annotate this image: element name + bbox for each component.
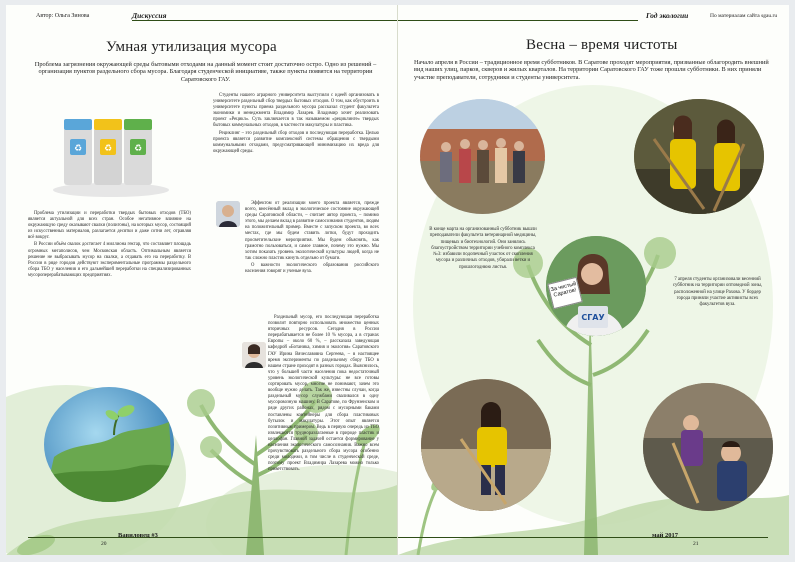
quote-block-2 [268,315,379,474]
caption-students: 7 апреля студенты организовали весенний субботник на территории оптоведной зоны, расположенной на улице Рахова. У бордер города приняли участие активисты всех факультетов вуза. [672,277,763,308]
svg-text:♻: ♻ [73,144,83,154]
paragraph: Рециклинг – это раздельный сбор отходов и последующая переработка. Целью проекта является развитие комплексной системы обращения с твердыми коммунальными отходами, предусматривающей минимизацию их вреда для окружающей среды. [213,130,379,154]
recycling-bins-image [46,105,176,200]
photo-raking-leaves [421,379,551,511]
photo-teachers-group [420,99,545,214]
article-lead: Начало апреля в России – традиционное время субботников. В Саратове проходят мероприятия, призванные облагородить внешний вид наших улиц, парков, скверов и жилых кварталов. На территории Саратовского ГАУ тоже прошли субботники. В них приняли участие преподаватели, сотрудники и студенты университета. [414,59,769,81]
author-photo-lazarev [216,201,240,227]
left-page [6,5,397,555]
right-page [398,5,789,555]
issue-date: май 2017 [652,532,679,539]
svg-text:♻: ♻ [133,144,143,154]
cleanup-sign: За чистый Саратов! [547,277,582,309]
svg-text:СГАУ: СГАУ [581,313,605,322]
source-line: По материалам сайта sgau.ru [710,13,778,19]
page-number: 21 [693,541,699,547]
magazine-spread [6,5,789,555]
article-title: Весна – время чистоты [526,37,678,53]
magazine-name: Вавиловец #3 [118,532,158,539]
article-title: Умная утилизация мусора [106,39,277,55]
header-rule [132,20,397,21]
photo-students-cleanup [634,99,764,214]
paragraph: О важности экологического образования российского населения говорят и ученые вуза. [245,262,379,275]
paragraph: Студенты нашего аграрного университета выступили с идеей организовать в университете раздельный сбор твердых бытовых отходов. О том, как обустроить в университете пункты приема раздельного мусора рассказал студент факультета экономики и менеджмента Владимир Лазарев. Владимир хочет реализовать проект «Рецикл». Суть заключается в так называемом «рециклинге» твердых бытовых коммунальных отходов, в частности макулатуры и пластика. [213,93,379,129]
article-column-1 [28,211,191,280]
page-number: 20 [101,541,107,547]
globe-art [44,387,174,502]
article-lead: Проблема загрязнения окружающей среды бытовыми отходами на данный момент стоит достаточно остро. Одно из решений – организация пунктов раздельного сбора мусора. Благодаря студенческой инициативе, также пункты появятся на территории Саратовского ГАУ. [34,61,377,83]
footer-rule [398,537,768,538]
article-column-2 [213,93,379,156]
quote-block-1 [245,201,379,276]
paragraph: Проблема утилизации и переработки твердых бытовых отходов (ТБО) является актуальной для всех стран. Особое негативное влияние на окружающую среду оказывают свалки (полигоны), на которых мусор, состоящий из искусственных материалов, разлагается десятки и даже сотни лет, отравляя всё вокруг. [28,211,191,241]
rubric-label: Год экологии [646,11,689,20]
svg-text:♻: ♻ [103,144,113,154]
paragraph: В России объём свалок достигает 4 миллиона гектар, что составляет площадь огромных мегаполисов, чем Московская область. Оптимальным является решение не выбрасывать мусор на свалки, а отдавать его на переработку. В России в ряде городов действуют экспериментальные программы раздельного сбора ТБО у населения и его дальнейшей переработки на специализированных мусороперерабатывающих предприятиях. [28,242,191,278]
rubric-label: Дискуссия [132,11,167,20]
author-line: Автор: Ольга Зинова [36,13,90,19]
footer-rule [28,537,397,538]
photo-girl-with-sign [546,236,646,336]
globe-image [44,387,174,502]
author-photo-sergeeva [242,342,266,368]
header-rule [398,20,638,21]
paragraph: Раздельный мусор, его последующая переработка позволит повторно использовать множество ценных вторичных ресурсов. Сегодня в России перерабатывается не более 10 % мусора, а в странах Европы – около 60 %, – рассказала заведующая кафедрой «Ботаника, химия и экология» Саратовского ГАУ Ирина Вячеславовна Сергеева, – в настоящее время эксперименты по раздельному сбору ТБО в нашем стране проходят в разных городах. Выяснилось, что у большей части населения пока недостаточный уровень экологической культуры: не все готовы сортировать мусор, многие не понимают, зачем это вообще нужно делать. Так же, известны случаи, когда раздельный мусор службами сваливался в одну мусоровозную машину. В Саратове, по Фрунзенском и ряде других районах, рядом с мусорными баками поставлены контейнеры для сбора пластиковых бутылок и макулатуры. Этот опыт является позитивным примером. Ведь в первую очередь из ТБО извлекаются трудноразлагаемые в природе пластик и целлофан. Главной задачей остается формирование у населения экологического самосознания. Важно всем прочувствовать раздельного сбора мусора особенно среди молодежи, в том числе в студенческой среде, поэтому проект Владимира Лазарева можно только приветствовать. [268,315,379,473]
caption-faculty: В конце марта на организованный субботник вышли преподаватели факультета ветеринарной медицины, пищевых и биотехнологий. Они занялись благоустройством территории учебного комплекса №3: избавили подопечный участок от скопления мусора и различных отходов, убирали ветки и прошлогоднюю листья. [429,227,537,270]
paragraph: Эффектом от реализации моего проекта является, прежде всего, внесённый вклад в экологическое состояние окружающей среды Саратовской области, – считает автор проекта, – помимо этого, мы делаем вклад в развитие самосознания студентов, людям на положительный пример. Вместе с запуском проекта, во всех местах, где мы будем ставить лотки, будут проходить просветительские мероприятия. Мы будем объяснять, как грамотно пользоваться, и самое главное, почему это нужно. Мы хотим показать уровень экологической культуры людей, когда не так сложно пластик кинуть отдельно от бумаги. [245,201,379,261]
photo-cleanup-team [643,383,773,511]
